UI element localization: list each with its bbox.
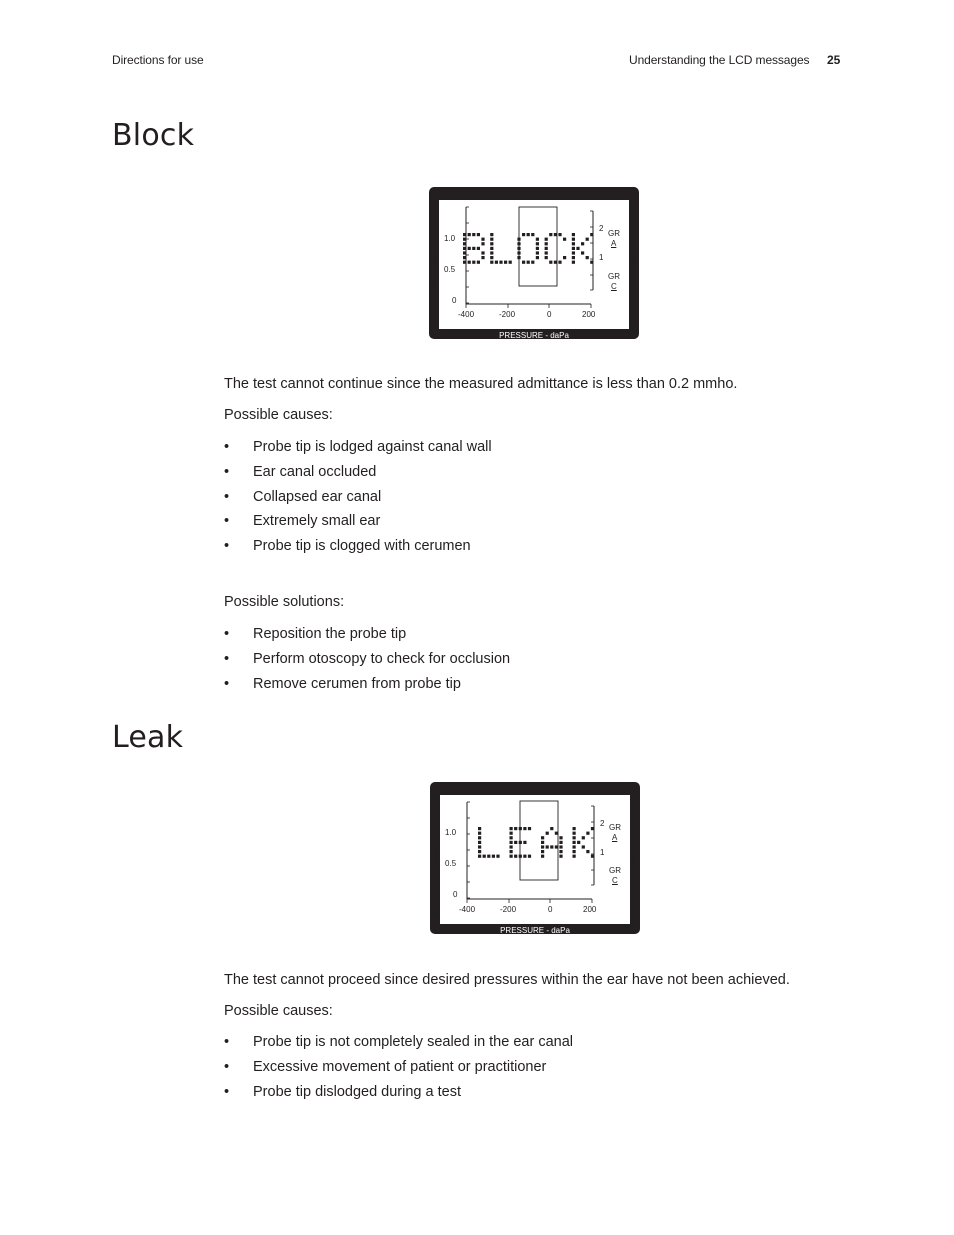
lcd-display-block: [429, 187, 639, 339]
x-axis-label: PRESSURE - daPa: [499, 331, 569, 340]
lcd-pixel: [477, 261, 480, 264]
lcd-pixel: [546, 845, 549, 848]
lcd-pixel: [586, 238, 589, 241]
gr-a-label: GR: [609, 823, 621, 832]
lcd-pixel: [523, 827, 526, 830]
lcd-pixel: [510, 836, 513, 839]
heading-leak: Leak: [112, 720, 184, 755]
bullet-dot: •: [224, 513, 230, 530]
lcd-pixel: [536, 251, 539, 254]
lcd-pixel: [510, 850, 513, 853]
lcd-pixel: [545, 256, 548, 259]
lcd-pixel: [514, 841, 517, 844]
gr-a-sub: A: [612, 833, 618, 842]
right-tick: 2: [600, 819, 605, 828]
lcd-pixel: [481, 238, 484, 241]
lcd-pixel: [522, 261, 525, 264]
lcd-pixel: [495, 261, 498, 264]
block-description: The test cannot continue since the measured admittance is less than 0.2 mmho.: [224, 376, 738, 392]
bullet-dot: •: [224, 488, 230, 505]
gr-c-sub: C: [612, 876, 618, 885]
bullet-dot: •: [224, 1058, 230, 1075]
lcd-pixel: [536, 242, 539, 245]
lcd-pixel: [549, 233, 552, 236]
lcd-pixel: [536, 247, 539, 250]
lcd-pixel: [559, 845, 562, 848]
bullet-dot: •: [224, 675, 230, 692]
lcd-pixel: [527, 261, 530, 264]
list-item-text: Reposition the probe tip: [253, 626, 407, 642]
gr-c-sub: C: [611, 282, 617, 291]
lcd-pixel: [510, 855, 513, 858]
lcd-pixel: [519, 827, 522, 830]
block-causes-label: Possible causes:: [224, 407, 333, 423]
leak-causes-label: Possible causes:: [224, 1003, 333, 1019]
lcd-pixel: [490, 247, 493, 250]
x-tick: -200: [500, 905, 517, 914]
y-tick: 0.5: [445, 859, 457, 868]
lcd-pixel: [581, 242, 584, 245]
lcd-pixel: [519, 855, 522, 858]
lcd-pixel: [559, 836, 562, 839]
lcd-pixel: [478, 850, 481, 853]
lcd-pixel: [477, 233, 480, 236]
lcd-pixel: [478, 845, 481, 848]
lcd-pixel: [555, 845, 558, 848]
lcd-pixel: [510, 832, 513, 835]
bullet-dot: •: [224, 1083, 230, 1100]
list-item-text: Probe tip is not completely sealed in the ear canal: [253, 1034, 573, 1050]
y-tick: 0.5: [444, 265, 456, 274]
lcd-pixel: [492, 855, 495, 858]
lcd-pixel: [490, 251, 493, 254]
lcd-pixel: [546, 832, 549, 835]
lcd-pixel: [555, 832, 558, 835]
lcd-pixel: [572, 256, 575, 259]
right-tick: 2: [599, 224, 604, 233]
x-tick: -400: [458, 310, 475, 319]
lcd-pixel: [490, 238, 493, 241]
lcd-pixel: [541, 855, 544, 858]
lcd-pixel: [572, 247, 575, 250]
heading-block: Block: [112, 118, 195, 153]
lcd-pixel: [463, 247, 466, 250]
leak-description: The test cannot proceed since desired pressures within the ear have not been achieved.: [224, 972, 790, 988]
y-tick: 1.0: [444, 234, 456, 243]
lcd-pixel: [591, 827, 594, 830]
lcd-pixel: [517, 251, 520, 254]
lcd-pixel: [541, 836, 544, 839]
list-item-text: Remove cerumen from probe tip: [253, 675, 461, 692]
lcd-pixel: [463, 238, 466, 241]
block-solutions-label: Possible solutions:: [224, 594, 345, 610]
bullet-dot: •: [224, 439, 230, 455]
lcd-pixel: [463, 233, 466, 236]
lcd-pixel: [514, 827, 517, 830]
lcd-pixel: [463, 242, 466, 245]
y-axis-label: Ya - mmho: [431, 249, 440, 288]
lcd-pixel: [559, 841, 562, 844]
lcd-pixel: [545, 251, 548, 254]
lcd-pixel: [478, 827, 481, 830]
bullet-dot: •: [224, 538, 230, 555]
list-item-text: Ear canal occluded: [253, 463, 377, 480]
right-axis-label: +200 Vea - cc: [629, 241, 638, 288]
lcd-pixel: [550, 827, 553, 830]
lcd-pixel: [572, 261, 575, 264]
bullet-dot: •: [224, 626, 230, 642]
lcd-pixel: [572, 251, 575, 254]
gr-a-label: GR: [608, 229, 620, 238]
lcd-pixel: [558, 233, 561, 236]
lcd-pixel: [490, 256, 493, 259]
right-tick: 1: [599, 253, 604, 262]
y-axis-label: Ya - mmho: [432, 844, 441, 883]
lcd-pixel: [504, 261, 507, 264]
lcd-pixel: [591, 855, 594, 858]
lcd-pixel: [487, 855, 490, 858]
x-tick: 200: [583, 905, 597, 914]
lcd-pixel: [468, 247, 471, 250]
lcd-pixel: [559, 850, 562, 853]
lcd-pixel: [478, 836, 481, 839]
y-tick: 0: [453, 890, 458, 899]
lcd-pixel: [481, 256, 484, 259]
lcd-pixel: [577, 841, 580, 844]
lcd-pixel: [499, 261, 502, 264]
lcd-pixel: [559, 855, 562, 858]
lcd-pixel: [581, 251, 584, 254]
lcd-pixel: [576, 247, 579, 250]
lcd-pixel: [582, 836, 585, 839]
lcd-pixel: [510, 845, 513, 848]
lcd-pixel: [481, 251, 484, 254]
lcd-pixel: [573, 836, 576, 839]
gr-c-label: GR: [608, 272, 620, 281]
header-left: Directions for use: [112, 53, 204, 67]
bullet-dot: •: [224, 1034, 230, 1050]
bullet-dot: •: [224, 463, 230, 480]
lcd-pixel: [519, 841, 522, 844]
lcd-pixel: [541, 845, 544, 848]
lcd-pixel: [468, 261, 471, 264]
right-tick: 1: [600, 848, 605, 857]
lcd-pixel: [463, 256, 466, 259]
lcd-pixel: [478, 855, 481, 858]
lcd-pixel: [523, 841, 526, 844]
lcd-pixel: [510, 841, 513, 844]
lcd-pixel: [573, 845, 576, 848]
lcd-pixel: [490, 242, 493, 245]
lcd-pixel: [572, 238, 575, 241]
bullet-dot: •: [224, 650, 230, 667]
x-tick: 0: [547, 310, 552, 319]
lcd-pixel: [490, 261, 493, 264]
compliance-box: [519, 207, 557, 286]
x-tick: 200: [582, 310, 596, 319]
lcd-pixel: [478, 832, 481, 835]
lcd-pixel: [573, 832, 576, 835]
lcd-pixel: [536, 256, 539, 259]
lcd-pixel: [573, 850, 576, 853]
lcd-pixel: [517, 242, 520, 245]
list-item-text: Extremely small ear: [253, 513, 381, 530]
lcd-pixel: [514, 855, 517, 858]
lcd-pixel: [572, 233, 575, 236]
lcd-pixel: [517, 238, 520, 241]
lcd-pixel: [510, 827, 513, 830]
lcd-pixel: [541, 841, 544, 844]
y-tick: 0: [452, 296, 457, 305]
lcd-pixel: [586, 832, 589, 835]
x-tick: -200: [499, 310, 516, 319]
x-axis-label: PRESSURE - daPa: [500, 926, 570, 935]
lcd-pixel: [496, 855, 499, 858]
lcd-pixel: [463, 251, 466, 254]
lcd-pixel: [527, 233, 530, 236]
lcd-pixel: [483, 855, 486, 858]
right-axis-label: +200 Vea - cc: [630, 836, 639, 883]
x-tick: -400: [459, 905, 476, 914]
page-number: 25: [827, 53, 841, 67]
lcd-pixel: [590, 233, 593, 236]
lcd-pixel: [509, 261, 512, 264]
list-item-text: Probe tip is clogged with cerumen: [253, 538, 471, 555]
lcd-pixel: [545, 247, 548, 250]
lcd-pixel: [517, 247, 520, 250]
list-item-text: Perform otoscopy to check for occlusion: [253, 650, 511, 667]
lcd-pixel: [586, 850, 589, 853]
lcd-pixel: [472, 247, 475, 250]
lcd-pixel: [541, 850, 544, 853]
list-item-text: Probe tip is lodged against canal wall: [253, 439, 492, 455]
lcd-pixel: [481, 242, 484, 245]
lcd-pixel: [572, 242, 575, 245]
lcd-pixel: [573, 827, 576, 830]
gr-c-label: GR: [609, 866, 621, 875]
lcd-pixel: [573, 841, 576, 844]
lcd-pixel: [554, 261, 557, 264]
lcd-pixel: [517, 256, 520, 259]
lcd-pixel: [522, 233, 525, 236]
lcd-pixel: [523, 855, 526, 858]
lcd-pixel: [472, 233, 475, 236]
lcd-pixel: [582, 845, 585, 848]
lcd-pixel: [590, 261, 593, 264]
lcd-pixel: [472, 261, 475, 264]
lcd-pixel: [531, 261, 534, 264]
lcd-pixel: [573, 855, 576, 858]
lcd-pixel: [586, 256, 589, 259]
lcd-pixel: [554, 233, 557, 236]
lcd-pixel: [536, 238, 539, 241]
lcd-pixel: [531, 233, 534, 236]
lcd-pixel: [558, 261, 561, 264]
list-item-text: Probe tip dislodged during a test: [253, 1083, 461, 1100]
lcd-pixel: [545, 238, 548, 241]
x-tick: 0: [548, 905, 553, 914]
lcd-pixel: [477, 247, 480, 250]
lcd-pixel: [545, 242, 548, 245]
lcd-pixel: [463, 261, 466, 264]
y-tick: 1.0: [445, 828, 457, 837]
lcd-pixel: [550, 845, 553, 848]
list-item-text: Excessive movement of patient or practitioner: [253, 1058, 547, 1075]
lcd-pixel: [528, 855, 531, 858]
lcd-display-leak: [430, 782, 640, 934]
lcd-pixel: [478, 841, 481, 844]
lcd-pixel: [563, 256, 566, 259]
lcd-pixel: [468, 233, 471, 236]
lcd-pixel: [549, 261, 552, 264]
lcd-pixel: [490, 233, 493, 236]
header-section-title: Understanding the LCD messages: [629, 53, 810, 67]
list-item-text: Collapsed ear canal: [253, 488, 382, 505]
gr-a-sub: A: [611, 239, 617, 248]
lcd-pixel: [528, 827, 531, 830]
compliance-box: [520, 801, 558, 880]
lcd-pixel: [563, 238, 566, 241]
